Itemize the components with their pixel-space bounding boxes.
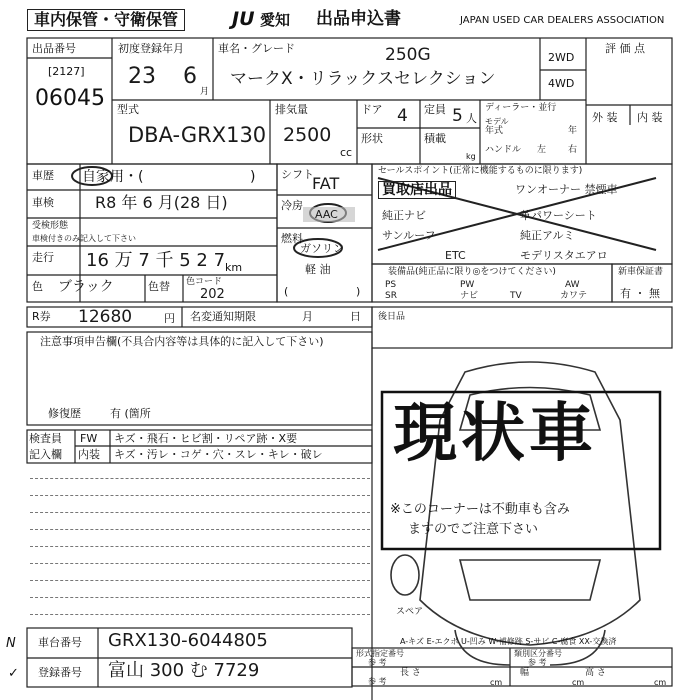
lot-number: 06045 bbox=[35, 86, 105, 111]
repair-value: 有 (箇所 bbox=[110, 407, 151, 420]
later-label: 後日品 bbox=[378, 312, 406, 322]
length-label: 長 さ bbox=[400, 668, 421, 678]
equipment-item-7: カワテ bbox=[560, 291, 588, 301]
mileage-value: 16 万 7 千 5 2 7 bbox=[86, 250, 226, 271]
damage-legend: A-キズ E-エクボ U-凹み W-補修跡 S-サビ C-腐食 XX-交換済 bbox=[400, 637, 617, 646]
selling-point-5: 純正アルミ bbox=[520, 229, 575, 242]
new-warranty-value: 有 ・ 無 bbox=[620, 287, 660, 300]
year-label: 年式 bbox=[485, 126, 504, 136]
repair-label: 修復歴 bbox=[48, 407, 81, 420]
model-name: マークX・リラックスセレクション bbox=[230, 69, 496, 89]
fw-items: キズ・飛石・ヒビ割・リペア跡・X要 bbox=[114, 432, 298, 445]
color-label: 色 bbox=[32, 280, 43, 293]
equipment-item-3: AW bbox=[565, 280, 580, 290]
height-label: 高 さ bbox=[585, 668, 606, 678]
height-unit: cm bbox=[654, 678, 667, 687]
selling-highlight: 買取店出品 bbox=[378, 181, 456, 199]
brand-logo: JU bbox=[232, 8, 255, 30]
name-change-month: 月 bbox=[302, 310, 313, 323]
capacity-label: 定員 bbox=[424, 103, 446, 116]
drive-2wd: 2WD bbox=[548, 51, 575, 64]
width-label: 幅 bbox=[520, 668, 530, 678]
chassis-value: GRX130-6044805 bbox=[108, 630, 268, 651]
registration-value: 富山 300 む 7729 bbox=[108, 660, 260, 681]
equipment-item-6: TV bbox=[510, 291, 522, 301]
form-title: 出品申込書 bbox=[316, 9, 401, 29]
reception-label: 受検形態 bbox=[32, 221, 69, 231]
year-unit: 年 bbox=[568, 126, 578, 136]
fw-label: FW bbox=[80, 432, 98, 445]
displacement-label: 排気量 bbox=[275, 103, 308, 116]
model-year-label: モデル bbox=[485, 117, 509, 126]
first-reg-unit: 月 bbox=[200, 87, 210, 97]
type-label: 型式 bbox=[117, 103, 139, 116]
selling-point-4: サンルーフ bbox=[382, 229, 436, 242]
recycle-unit: 円 bbox=[164, 312, 175, 325]
length-unit: cm bbox=[490, 678, 503, 687]
capacity-unit: 人 bbox=[466, 112, 477, 125]
exterior-label: 外 装 bbox=[592, 111, 618, 124]
selling-point-3: 革パワーシート bbox=[520, 209, 597, 222]
displacement-unit: cc bbox=[340, 146, 353, 159]
evaluation-label: 評 価 点 bbox=[605, 42, 645, 55]
color-code-label: 色コード bbox=[186, 277, 223, 287]
history-close: ) bbox=[250, 169, 256, 185]
selling-points-label: セールスポイント(正常に機能するものに限ります) bbox=[378, 166, 583, 176]
selling-point-6: ETC bbox=[445, 249, 466, 262]
cooler-value: AAC bbox=[315, 208, 338, 221]
history-value: 自家用・( bbox=[82, 169, 144, 185]
class-number-label: 類別区分番号 bbox=[514, 649, 562, 658]
doors-label: ドア bbox=[361, 103, 383, 116]
shape-number-label: 形式指定番号 bbox=[356, 649, 404, 658]
sanko-label-1: 参 考 bbox=[368, 658, 387, 667]
reception-note: 車検付きのみ記入して下さい bbox=[32, 234, 136, 243]
selling-point-2: 純正ナビ bbox=[382, 209, 426, 222]
fuel-paren-left: ( bbox=[284, 285, 289, 298]
registration-check-mark: ✓ bbox=[8, 666, 19, 681]
selling-point-1: ワンオーナー 禁煙車 bbox=[515, 183, 618, 196]
stamp-note-1: ※このコーナーは不動車も含み bbox=[390, 502, 570, 517]
stamp-note-2: ますのでご注意下さい bbox=[408, 522, 539, 537]
first-reg-month: 6 bbox=[183, 64, 197, 89]
history-label: 車歴 bbox=[32, 169, 54, 182]
equipment-label: 装備品(純正品に限り◎をつけてください) bbox=[388, 267, 556, 277]
fuel-label: 燃料 bbox=[281, 232, 303, 245]
first-reg-year: 23 bbox=[128, 64, 156, 89]
load-label: 積載 bbox=[424, 132, 446, 145]
inspector-label-1: 検査員 bbox=[29, 432, 62, 445]
cooler-label: 冷房 bbox=[281, 199, 303, 212]
type-value: DBA-GRX130 bbox=[128, 123, 267, 147]
name-change-day: 日 bbox=[350, 310, 361, 323]
shift-value: FAT bbox=[312, 174, 340, 193]
inspection-value: R8 年 6 月(28 日) bbox=[95, 193, 228, 212]
mileage-unit: km bbox=[225, 261, 243, 274]
recycle-label: R券 bbox=[32, 310, 51, 323]
load-unit: kg bbox=[466, 152, 476, 161]
spare-label: スペア bbox=[396, 607, 424, 617]
name-change-label: 名変通知期限 bbox=[190, 310, 256, 323]
model-grade: 250G bbox=[385, 45, 431, 65]
drive-4wd: 4WD bbox=[548, 77, 575, 90]
registration-label: 登録番号 bbox=[38, 666, 82, 679]
equipment-item-2: PW bbox=[460, 280, 475, 290]
inner-label: 内装 bbox=[78, 448, 100, 461]
color-change-label: 色替 bbox=[148, 280, 170, 293]
new-warranty-label: 新車保証書 bbox=[618, 267, 664, 277]
chassis-check-mark: N bbox=[6, 636, 16, 651]
lot-bracket: [2127] bbox=[48, 65, 85, 78]
sanko-label-2: 参 考 bbox=[528, 658, 547, 667]
selling-point-7: モデリスタエアロ bbox=[520, 249, 608, 262]
first-reg-label: 初度登録年月 bbox=[118, 42, 184, 55]
color-value: ブラック bbox=[58, 279, 114, 295]
recycle-value: 12680 bbox=[78, 307, 133, 327]
handle-label: ハンドル bbox=[485, 145, 522, 155]
storage-notice: 車内保管・守衛保管 bbox=[27, 9, 185, 31]
handle-left: 左 bbox=[537, 145, 547, 155]
displacement-value: 2500 bbox=[283, 124, 332, 146]
fuel-gasoline: ガソリン bbox=[300, 242, 344, 255]
equipment-item-5: ナビ bbox=[460, 291, 479, 301]
equipment-item-4: SR bbox=[385, 291, 397, 301]
chassis-label: 車台番号 bbox=[38, 636, 82, 649]
sanko-label-3: 参 考 bbox=[368, 677, 387, 686]
org-name: JAPAN USED CAR DEALERS ASSOCIATION bbox=[460, 15, 665, 26]
handle-right: 右 bbox=[568, 145, 578, 155]
mileage-label: 走行 bbox=[32, 251, 54, 264]
shift-label: シフト bbox=[281, 168, 314, 181]
notes-label: 注意事項申告欄(不具合内容等は具体的に記入して下さい) bbox=[40, 335, 324, 348]
fuel-diesel: 軽 油 bbox=[305, 263, 331, 276]
inspection-label: 車検 bbox=[32, 196, 54, 209]
doors-value: 4 bbox=[397, 106, 408, 126]
stamp-title: 現状車 bbox=[393, 397, 597, 471]
lot-label: 出品番号 bbox=[32, 42, 76, 55]
interior-label: 内 装 bbox=[637, 111, 663, 124]
capacity-value: 5 bbox=[452, 106, 463, 126]
model-label: 車名・グレード bbox=[218, 42, 295, 55]
equipment-item-1: PS bbox=[385, 280, 397, 290]
inner-items: キズ・汚レ・コゲ・穴・スレ・キレ・破レ bbox=[114, 448, 323, 461]
fuel-paren-right: ) bbox=[356, 285, 361, 298]
inspector-label-2: 記入欄 bbox=[29, 448, 62, 461]
shape-label: 形状 bbox=[361, 132, 383, 145]
dealer-label: ディーラー・並行 bbox=[485, 103, 557, 113]
color-code-value: 202 bbox=[200, 287, 225, 302]
region-label: 愛知 bbox=[260, 11, 291, 29]
width-unit: cm bbox=[572, 678, 585, 687]
